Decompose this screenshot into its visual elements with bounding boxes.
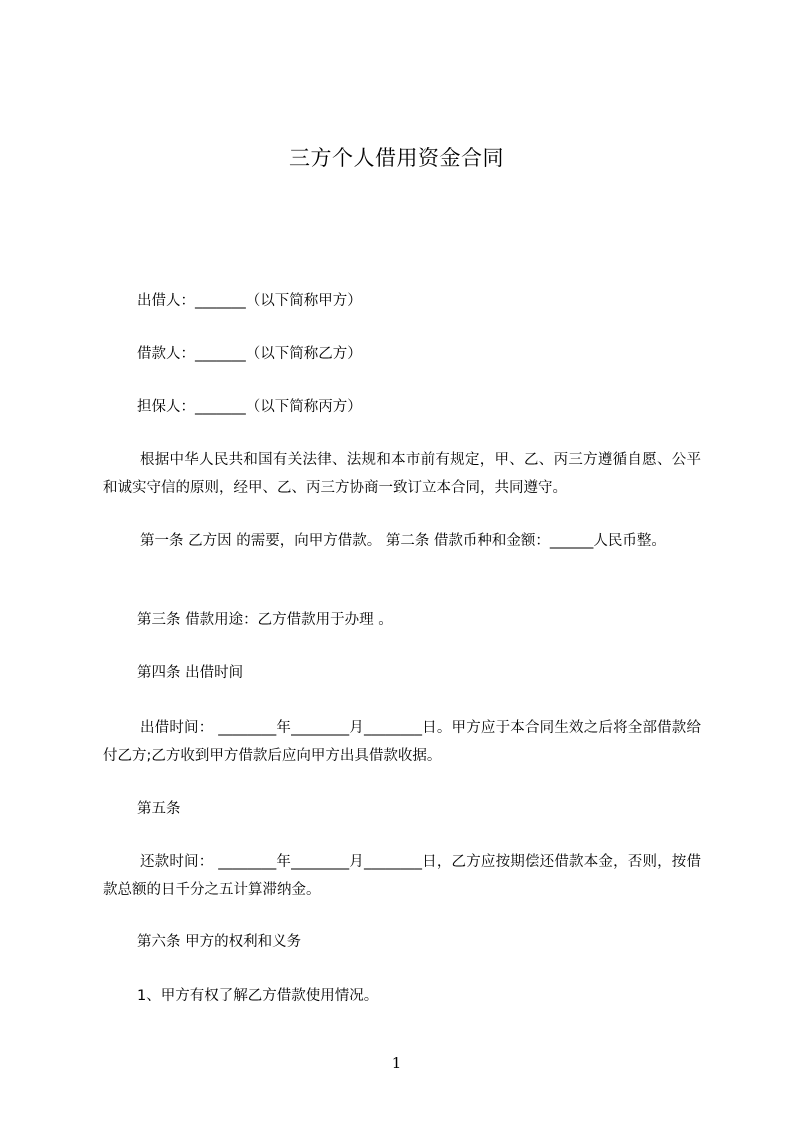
article-4-body: 出借时间： ________年________月________日。甲方应于本合同生效之后将全部借款给付乙方;乙方收到甲方借款后应向甲方出具借款收据。 <box>103 720 701 764</box>
article-5-heading: 第五条 <box>137 801 181 817</box>
article-1-2-paragraph: 第一条 乙方因 的需要，向甲方借款。 第二条 借款币种和金额：______人民币整。 <box>140 533 666 549</box>
article-6-heading: 第六条 甲方的权利和义务 <box>137 934 302 950</box>
article-3-paragraph: 第三条 借款用途：乙方借款用于办理 。 <box>137 612 393 628</box>
guarantor-line: 担保人：_______（以下简称丙方） <box>137 399 362 415</box>
article-5-body: 还款时间： ________年________月________日，乙方应按期偿还借款本金，否则，按借款总额的日千分之五计算滞纳金。 <box>103 854 701 898</box>
article-4-heading: 第四条 出借时间 <box>137 665 244 681</box>
lender-line: 出借人：_______（以下简称甲方） <box>137 293 362 309</box>
article-6-item-1: 1、甲方有权了解乙方借款使用情况。 <box>137 988 379 1004</box>
borrower-line: 借款人：_______（以下简称乙方） <box>137 346 362 362</box>
preamble-paragraph: 根据中华人民共和国有关法律、法规和本市前有规定，甲、乙、丙三方遵循自愿、公平和诚实守信的原则，经甲、乙、丙三方协商一致订立本合同，共同遵守。 <box>103 452 701 496</box>
document-title: 三方个人借用资金合同 <box>289 146 504 170</box>
page-number: 1 <box>391 1054 402 1072</box>
